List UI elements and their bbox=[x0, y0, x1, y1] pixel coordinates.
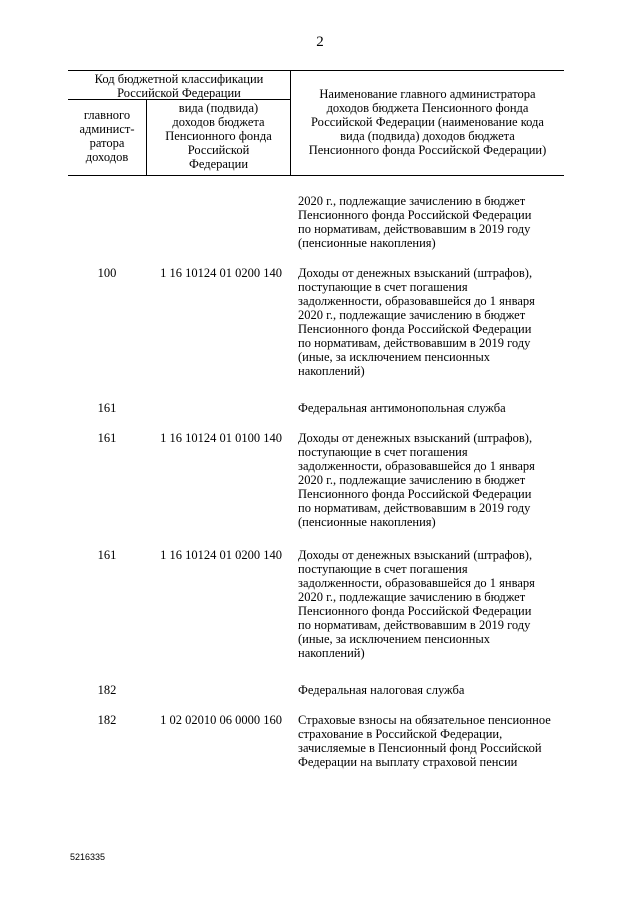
row-name-line: 2020 г., подлежащие зачислению в бюджет bbox=[298, 308, 526, 322]
page-number: 2 bbox=[316, 34, 324, 50]
row-name-line: зачисляемые в Пенсионный фонд Российской bbox=[298, 741, 542, 755]
row-name-line: Федерации на выплату страховой пенсии bbox=[298, 755, 518, 769]
row-name-line: задолженности, образовавшейся до 1 января bbox=[298, 294, 535, 308]
header-type-line: Федерации bbox=[188, 157, 249, 171]
row-name-line: Пенсионного фонда Российской Федерации bbox=[298, 208, 532, 222]
row-admin-code: 100 bbox=[97, 266, 117, 280]
row-budget-code: 1 02 02010 06 0000 160 bbox=[160, 713, 282, 727]
row-name-line: задолженности, образовавшейся до 1 января bbox=[298, 459, 535, 473]
row-name bbox=[298, 266, 564, 378]
row-budget-code: 1 16 10124 01 0200 140 bbox=[160, 266, 282, 280]
row-name-line: задолженности, образовавшейся до 1 января bbox=[298, 576, 535, 590]
header-type-line: доходов бюджета bbox=[172, 115, 265, 129]
header-name-line: Наименование главного администратора bbox=[319, 87, 536, 101]
row-name-line: по нормативам, действовавшим в 2019 году bbox=[298, 336, 531, 350]
header-name-line: доходов бюджета Пенсионного фонда bbox=[326, 101, 529, 115]
row-admin-code: 182 bbox=[97, 713, 117, 727]
row-name-line: (пенсионные накопления) bbox=[298, 515, 436, 529]
header-name-line: вида (подвида) доходов бюджета bbox=[340, 129, 515, 143]
header-code-group-line: Российской Федерации bbox=[117, 86, 241, 100]
row-name-line: Страховые взносы на обязательное пенсионное bbox=[298, 713, 551, 727]
row-budget-code: 1 16 10124 01 0200 140 bbox=[160, 548, 282, 562]
header-name-column bbox=[291, 87, 564, 157]
row-admin-code: 182 bbox=[97, 683, 117, 697]
row-name-line: Доходы от денежных взысканий (штрафов), bbox=[298, 266, 533, 280]
header-admin-line: главного bbox=[83, 108, 131, 122]
header-type-line: Российской bbox=[187, 143, 250, 157]
header-admin-line: ратора bbox=[89, 136, 125, 150]
header-name-line: Пенсионного фонда Российской Федерации) bbox=[308, 143, 547, 157]
row-name-line: поступающие в счет погашения bbox=[298, 562, 468, 576]
header-top-rule bbox=[68, 70, 564, 71]
row-name-line: Пенсионного фонда Российской Федерации bbox=[298, 604, 532, 618]
row-budget-code: 1 16 10124 01 0100 140 bbox=[160, 431, 282, 445]
header-type-column bbox=[147, 101, 290, 171]
row-name-line: (иные, за исключением пенсионных bbox=[298, 632, 490, 646]
header-bottom-rule bbox=[68, 175, 564, 176]
row-name-line: Федеральная налоговая служба bbox=[298, 683, 465, 697]
header-type-line: Пенсионного фонда bbox=[165, 129, 272, 143]
row-name-line: 2020 г., подлежащие зачислению в бюджет bbox=[298, 194, 526, 208]
document-code: 5216335 bbox=[70, 852, 106, 862]
row-name-line: Пенсионного фонда Российской Федерации bbox=[298, 487, 532, 501]
header-admin-line: доходов bbox=[85, 150, 129, 164]
row-admin-code: 161 bbox=[97, 401, 117, 415]
row-name-line: 2020 г., подлежащие зачислению в бюджет bbox=[298, 473, 526, 487]
header-code-group bbox=[68, 72, 290, 100]
row-name-line: Доходы от денежных взысканий (штрафов), bbox=[298, 431, 533, 445]
header-admin-column bbox=[68, 108, 146, 164]
table-header bbox=[68, 70, 564, 176]
row-name bbox=[298, 401, 564, 415]
row-name-line: 2020 г., подлежащие зачислению в бюджет bbox=[298, 590, 526, 604]
row-name-line: поступающие в счет погашения bbox=[298, 280, 468, 294]
row-name-line: по нормативам, действовавшим в 2019 году bbox=[298, 222, 531, 236]
row-name-line: (пенсионные накопления) bbox=[298, 236, 436, 250]
row-name bbox=[298, 683, 564, 697]
row-name-line: страхование в Российской Федерации, bbox=[298, 727, 503, 741]
row-name bbox=[298, 194, 564, 250]
row-name-line: накоплений) bbox=[298, 364, 365, 378]
header-name-line: Российской Федерации (наименование кода bbox=[311, 115, 544, 129]
header-admin-line: админист- bbox=[79, 122, 135, 136]
row-name-line: (иные, за исключением пенсионных bbox=[298, 350, 490, 364]
row-admin-code: 161 bbox=[97, 548, 117, 562]
row-name-line: по нормативам, действовавшим в 2019 году bbox=[298, 618, 531, 632]
row-name-line: по нормативам, действовавшим в 2019 году bbox=[298, 501, 531, 515]
header-type-line: вида (подвида) bbox=[178, 101, 259, 115]
row-name-line: Пенсионного фонда Российской Федерации bbox=[298, 322, 532, 336]
header-code-group-line: Код бюджетной классификации bbox=[94, 72, 264, 86]
row-name bbox=[298, 713, 564, 769]
row-name-line: Доходы от денежных взысканий (штрафов), bbox=[298, 548, 533, 562]
row-admin-code: 161 bbox=[97, 431, 117, 445]
row-name-line: поступающие в счет погашения bbox=[298, 445, 468, 459]
row-name bbox=[298, 431, 564, 529]
row-name-line: Федеральная антимонопольная служба bbox=[298, 401, 506, 415]
row-name-line: накоплений) bbox=[298, 646, 365, 660]
row-name bbox=[298, 548, 564, 660]
